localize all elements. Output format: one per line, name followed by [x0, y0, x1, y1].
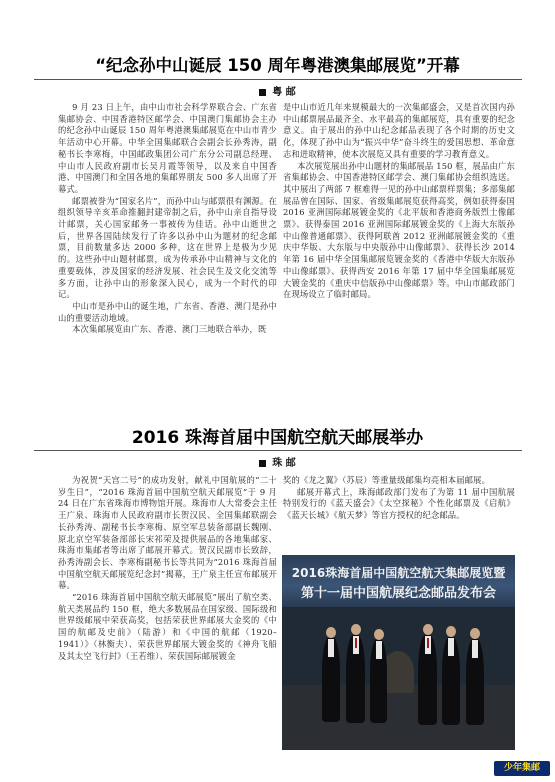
byline-square-icon: [259, 460, 266, 467]
article1-left-column: [58, 102, 277, 400]
article2-left-paragraph: 为祝贺“天宫二号”的成功发射，献礼中国航展的“二十岁生日”，“2016 珠海首届中国航空航天邮展览”于 9 月 24 日在广东省珠海市博物馆开展。珠海市人大常委会主任王广泉、珠海市人民政府副市长贺汉民、全国集邮联副会长孙秀涛、副秘书长李寒梅、原空军总装备部副长魏刚、原北京空军装备部部长宋祁荣及提供展品的各地集邮家、珠海市集邮者等出席了邮展开幕式。贺汉民副市长致辞，孙秀涛副会长、李寒梅副秘书长等共同为“2016 珠海首届中国航空航天邮展览纪念封”揭幕，王广泉主任宣布邮展开幕。: [58, 475, 277, 591]
article2-author: 珠 邮: [272, 458, 296, 469]
article1-author: 粤 邮: [272, 87, 296, 98]
article2-left-paragraph: “2016 珠海首届中国航空航天邮展览”展出了航空类、航天类展品约 150 框，绝大多数展品在国家级、国际级和世界级邮展中荣获高奖，包括荣获世界邮展大金奖的《中国的航邮及史前》（陆游）和《中国的航邮（1920–1941）》（林衡夫）、荣获世界邮展大镀金奖的《神舟飞船及其太空飞行封》（王若维）、荣获国际邮展镀金: [58, 592, 277, 661]
corner-logo-badge: 少年集邮: [494, 761, 550, 776]
article1-right-paragraph: 是中山市近几年来规模最大的一次集邮盛会，又是首次国内孙中山邮票展品最齐全、水平最高的集邮展览，具有重要的纪念意义。由于展出的孙中山纪念邮品表现了各个时期的历史文化，体现了孙中山为“振兴中华”奋斗终生的爱国思想、革命意志和进取精神，使本次展览又具有重要的学习教育意义。: [283, 102, 515, 159]
photo-person-tie: [355, 638, 357, 648]
article1-right-paragraph: 本次展览展出孙中山题材的集邮展品 150 框，展品由广东省集邮协会、中国香港特区邮学会、澳门集邮协会组织选送。其中展出了两部 7 框难得一见的孙中山邮票样票集；多部集邮展品曾在国际、国家、省级集邮展览获得高奖，例如获得泰国 2016 亚洲国际邮展镀金奖的《北平版和香港商务版烈士像邮票》、获得泰国 2016 亚洲国际邮展镀金奖的《上海大东版孙中山像普通邮票》、获得阿联酋 2012 亚洲邮展镀金奖的《重庆中华版、大东版与中央版孙中山像邮票》、获得长沙 2014 年第 16 届中华全国集邮展览镀金奖的《香港中华版大东版孙中山像邮票》、获得西安 2016 年第 17 届中华全国集邮展览大镀金奖的《重庆中信版孙中山像邮票》等。中山市邮政部门在现场设立了临时邮局。: [283, 160, 515, 300]
article2-byline: [0, 454, 555, 469]
photo-person-shirt: [328, 639, 334, 657]
photo-backdrop-banner: [282, 555, 515, 607]
article1-title-rule: [34, 79, 522, 80]
photo-banner-line1: 2016珠海首届中国航空航天集邮展览暨: [291, 566, 506, 580]
article1-byline: [0, 83, 555, 98]
byline-square-icon: [259, 89, 266, 96]
article2-right-paragraph: 奖的《龙之翼》（苏辰）等重量级邮集均亮相本届邮展。: [283, 475, 491, 485]
photo-person-head: [423, 624, 433, 635]
article2-right-paragraph: 邮展开幕式上，珠海邮政部门发布了为第 11 届中国航展特别发行的《蓝天盛会》《太空探秘》个性化邮票及《启航》《蓝天长城》《航天梦》等官方授权的纪念邮品。: [283, 486, 515, 521]
photo-banner-line2: 第十一届中国航展纪念邮品发布会: [300, 586, 496, 601]
article2-title-rule: [34, 450, 522, 451]
photo-person-head: [446, 626, 456, 637]
article2-left-column: [58, 475, 277, 757]
photo-person-shirt: [376, 641, 382, 659]
article2-right-column: [283, 475, 515, 551]
photo-person-tie: [427, 638, 429, 648]
photo-person-head: [326, 627, 336, 638]
photo-person-shirt: [448, 638, 454, 656]
article1-right-column: [283, 102, 515, 400]
article2-title: 2016 珠海首届中国航空航天邮展举办: [131, 428, 424, 448]
article1-left-paragraph: 中山市是孙中山的诞生地，广东省、香港、澳门是孙中山的重要活动地域。: [58, 300, 277, 323]
photo-person-head: [351, 624, 361, 635]
photo-person-shirt: [472, 640, 478, 658]
photo-person-head: [374, 629, 384, 640]
article1-title: “纪念孙中山诞辰 150 周年粤港澳集邮展览”开幕: [95, 56, 460, 75]
article1-left-paragraph: 邮票被誉为“国家名片”，而孙中山与邮票很有渊源。在组织领导辛亥革命推翻封建帝制之后，孙中山亲自指导设计邮票，关心国家邮务一事被传为佳话。孙中山逝世之后，世界各国陆续发行了许多以孙中山为题材的纪念邮票，目前数量多达 2000 多种，这在世界上是极为少见的。这些孙中山题材邮票，成为传承孙中山精神与文化的重要载体，涉及国家的经济发展、社会民生及文化交流等多方面，让孙中山的形象深入民心，成为一个时代的印记。: [58, 195, 277, 300]
event-photo: [282, 555, 515, 750]
article1-left-paragraph: 9 月 23 日上午，由中山市社会科学界联合会、广东省集邮协会、中国香港特区邮学会、中国澳门集邮协会主办的纪念孙中山诞辰 150 周年粤港澳集邮展览在中山市青少年活动中心开幕。中华全国集邮联合会副会长孙秀涛，副秘书长李寒梅，中国邮政集团公司广东分公司副总经理、中山市人民政府副市长吴月霞等领导，以及来自中国香港、中国澳门和全国各地的集邮界朋友 500 多人出席了开幕式。: [58, 102, 277, 194]
photo-person-head: [470, 628, 480, 639]
article1-left-paragraph: 本次集邮展览由广东、香港、澳门三地联合举办，既: [72, 324, 267, 335]
